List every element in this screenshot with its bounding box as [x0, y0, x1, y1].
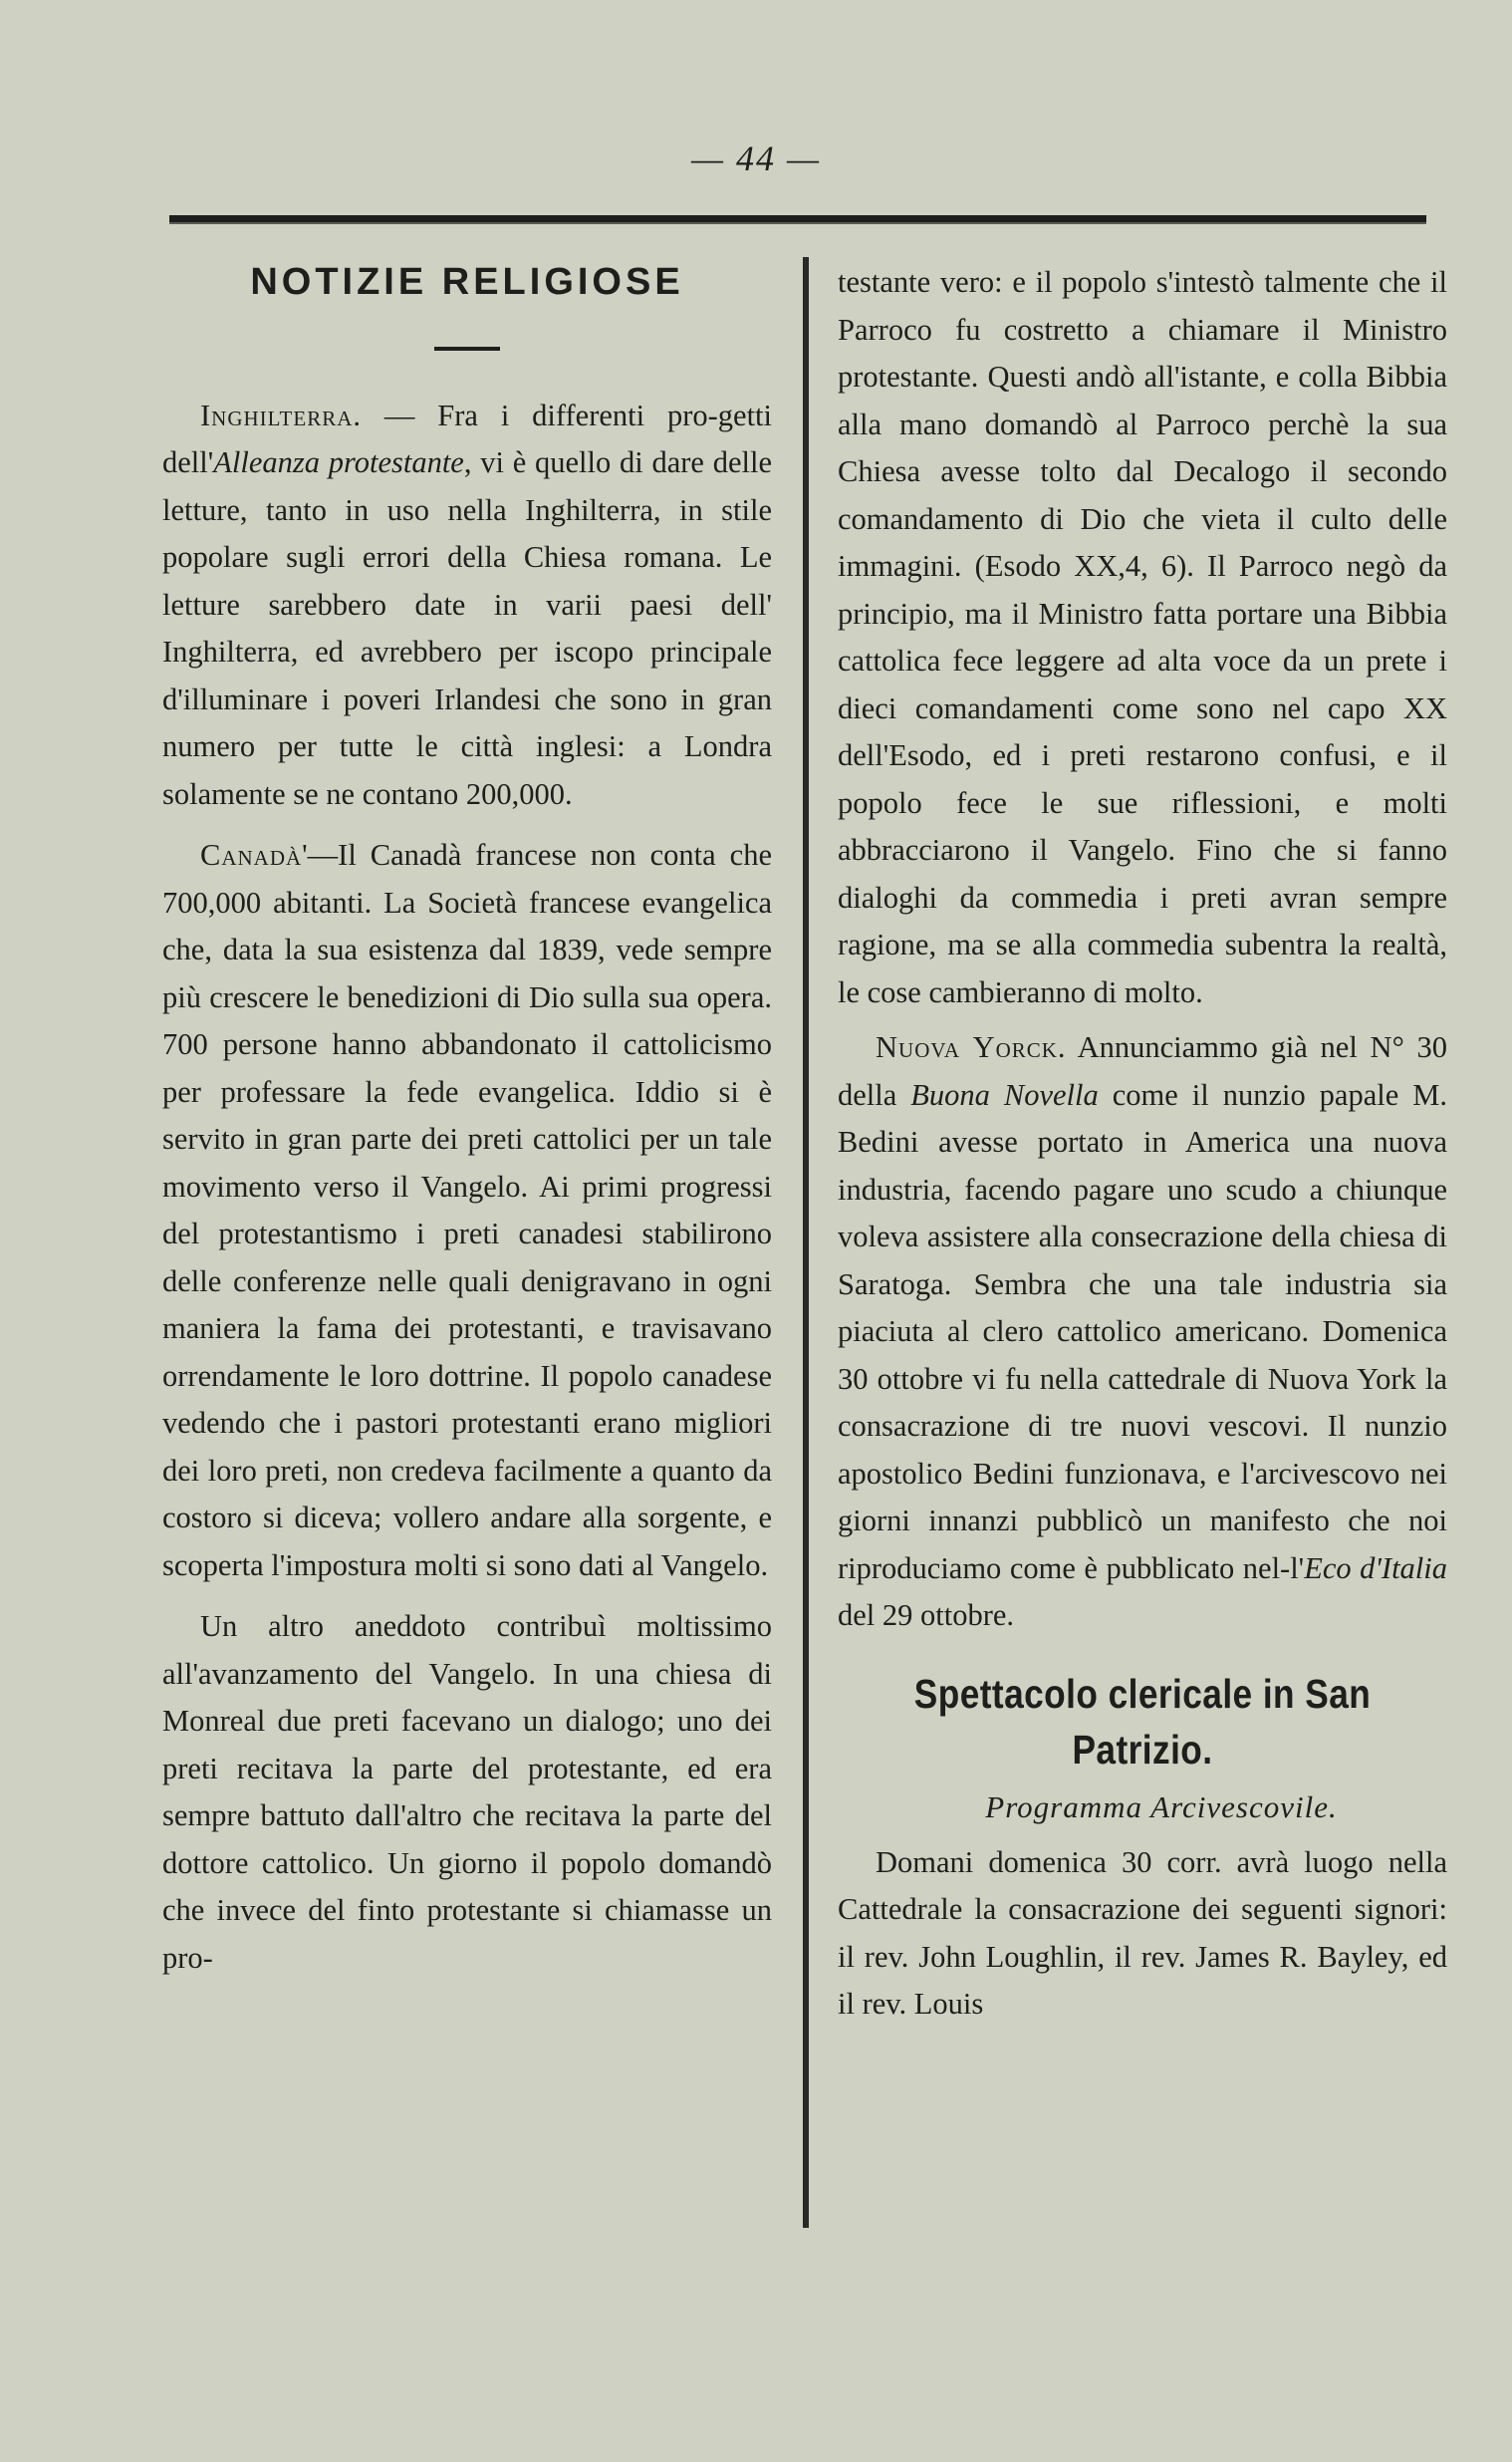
section-heading: NOTIZIE RELIGIOSE [250, 261, 684, 303]
paragraph-inghilterra [162, 393, 772, 819]
article-subtitle: Programma Arcivescovile. [985, 1788, 1338, 1824]
left-column [162, 259, 772, 1982]
italic-title: Buona Novella [910, 1077, 1099, 1112]
place-name: Canadà [200, 838, 303, 872]
paragraph-aneddoto: Un altro aneddoto contribuì moltissimo all'avanzamento del Vangelo. In una chiesa di Monreal due preti facevano un dialogo; uno dei preti recitava la parte del protestante, ed era sempre battuto dall'altro che recitava la parte del dottore cattolico. Un giorno il popolo domandò che invece del finto protestante si chiamasse un pro- [162, 1609, 772, 1975]
italic-title: Alleanza protestante [213, 445, 464, 479]
heading-rule [434, 347, 500, 351]
column-divider [803, 257, 809, 2228]
paragraph-programma: Domani domenica 30 corr. avrà luogo nella Cattedrale la consacrazione dei seguenti signori: il rev. John Loughlin, il rev. James R. Bayley, ed il rev. Louis [838, 1844, 1447, 2021]
paragraph-continuation: testante vero: e il popolo s'intestò talmente che il Parroco fu costretto a chiamare il Ministro protestante. Questi andò all'istante, e colla Bibbia alla mano domandò al Parroco perchè la sua Chiesa avesse tolto dal Decalogo il secondo comandamento di Dio che vieta il culto delle immagini. (Esodo XX,4, 6). Il Parroco negò da principio, ma il Ministro fatta portare una Bibbia cattolica fece leggere ad alta voce da un prete i dieci comandamenti come sono nel capo XX dell'Esodo, ed i preti restarono confusi, e il popolo fece le sue riflessioni, e molti abbracciarono il Vangelo. Fino che si fanno dialoghi da commedia i preti avran sempre ragione, ma se alla commedia subentra la realtà, le cose cambieranno di molto. [838, 265, 1447, 1009]
article-title: Spettacolo clericale in San Patrizio. [913, 1670, 1372, 1773]
italic-title: Eco d'Italia [1304, 1550, 1447, 1585]
paragraph-nuova-yorck [838, 1024, 1447, 1640]
paragraph-text: , vi è quello di dare delle letture, tanto in uso nella Inghilterra, in stile popolare sugli errori della Chiesa romana. Le letture sarebbero date in varii paesi dell' Inghilterra, ed avrebbero per iscopo principale d'illuminare i poveri Irlandesi che sono in gran numero per tutte le città inglesi: a Londra solamente se ne contano 200,000. [162, 445, 772, 811]
page-number: — 44 — [690, 138, 822, 178]
paragraph-canada [162, 832, 772, 1589]
paragraph-text: — Fra i differenti pro-getti dell' [162, 398, 772, 479]
place-name: Nuova Yorck. [876, 1030, 1067, 1064]
paragraph-text: Annunciammo già nel N° 30 della [838, 1030, 1447, 1112]
paragraph-text: come il nunzio papale M. Bedini avesse portato in America una nuova industria, facendo pagare uno scudo a chiunque voleva assistere alla consecrazione della chiesa di Saratoga. Sembra che una tale industria sia piaciuta al clero cattolico americano. Domenica 30 ottobre vi fu nella cattedrale di Nuova York la consacrazione di tre nuovi vescovi. Il nunzio apostolico Bedini funzionava, e l'arcivescovo nei giorni innanzi pubblicò un manifesto che noi riproduciamo come è pubblicato nel-l' [838, 1077, 1447, 1585]
paragraph-text: '—Il Canadà francese non conta che 700,000 abitanti. La Società francese evangelica che, data la sua esistenza dal 1839, vede sempre più crescere le benedizioni di Dio sulla sua opera. 700 persone hanno abbandonato il cattolicismo per professare la fede evangelica. Iddio si è servito in gran parte dei preti cattolici per un tale movimento verso il Vangelo. Ai primi progressi del protestantismo i preti canadesi stabilirono delle conferenze nelle quali denigravano in ogni maniera la fama dei protestanti, e travisavano orrendamente le loro dottrine. Il popolo canadese vedendo che i pastori protestanti erano migliori dei loro preti, non credeva facilmente a quanto da costoro si diceva; vollero andare alla sorgente, e scoperta l'impostura molti si sono dati al Vangelo. [162, 838, 772, 1582]
header-rule [169, 215, 1426, 224]
paragraph-text: del 29 ottobre. [838, 1598, 1015, 1632]
right-column [838, 259, 1447, 2029]
place-name: Inghilterra. [200, 398, 363, 432]
